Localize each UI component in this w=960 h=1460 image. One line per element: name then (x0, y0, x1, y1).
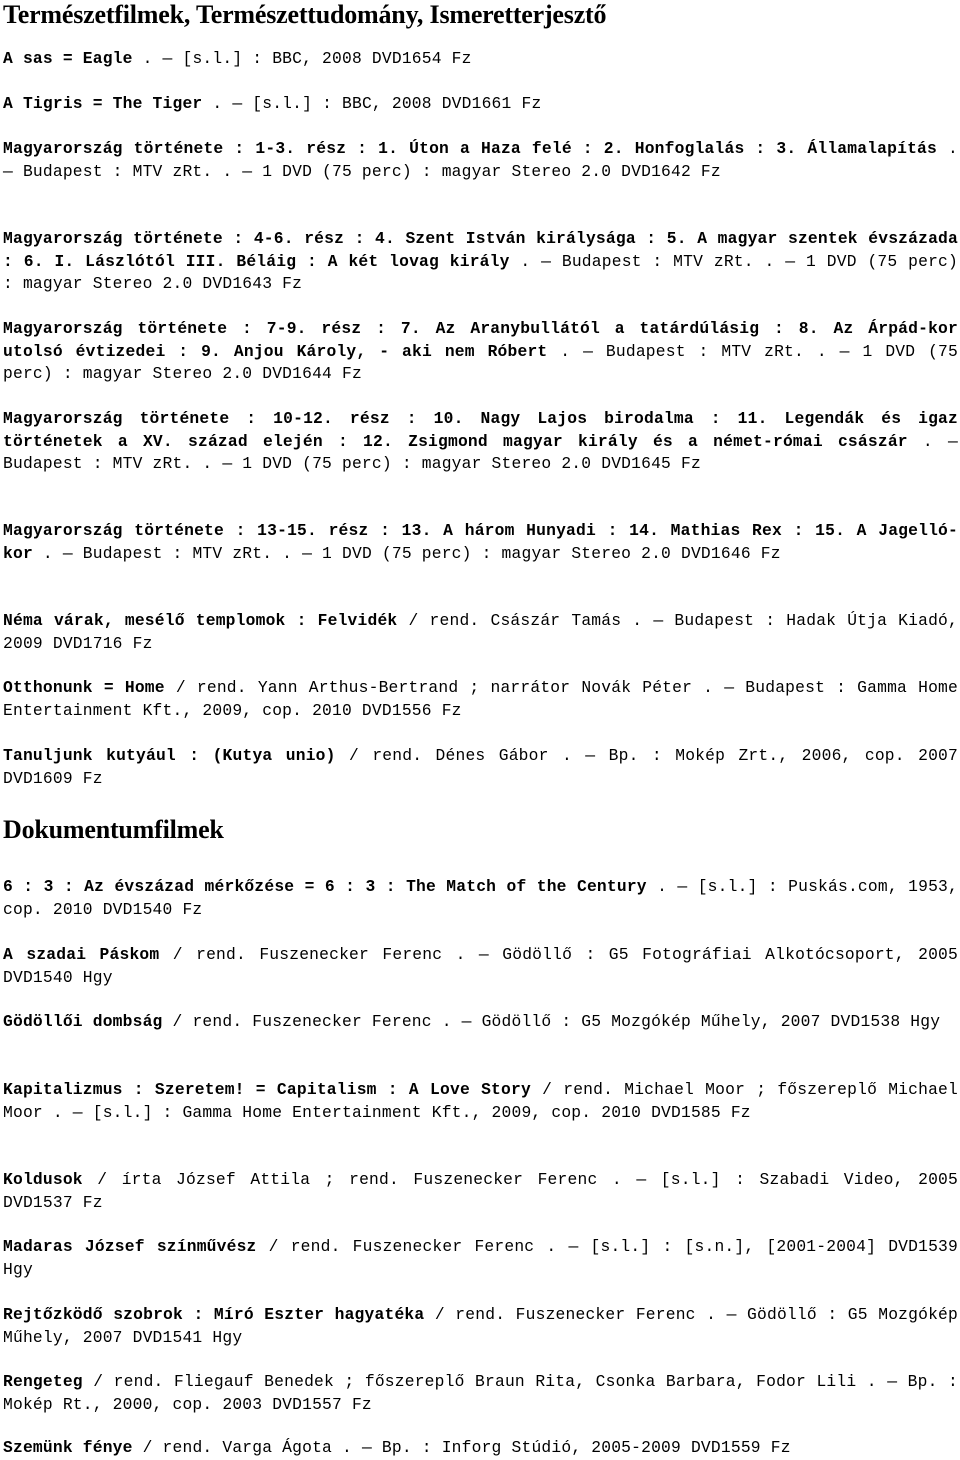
catalog-entry (3, 1437, 958, 1460)
entry-details: / rend. Császár Tamás . — Budapest : Hadak Útja Kiadó, 2009 DVD1716 Fz (3, 611, 958, 653)
entry-title: Rengeteg (3, 1372, 83, 1391)
catalog-entry (3, 318, 958, 386)
entry-title: A sas = Eagle (3, 49, 133, 68)
entry-details: / rend. Varga Ágota . — Bp. : Inforg Stúdió, 2005-2009 DVD1559 Fz (132, 1438, 791, 1457)
catalog-entry (3, 1371, 958, 1416)
entry-details: . — Budapest : MTV zRt. . — 1 DVD (75 perc) : magyar Stereo 2.0 DVD1642 Fz (3, 139, 958, 181)
catalog-entry (3, 520, 958, 565)
catalog-entry (3, 745, 958, 790)
entry-details: / rend. Dénes Gábor . — Bp. : Mokép Zrt., 2006, cop. 2007 DVD1609 Fz (3, 746, 958, 788)
catalog-entry (3, 408, 958, 476)
entry-details: / rend. Michael Moor ; főszereplő Michael Moor . — [s.l.] : Gamma Home Entertainment Kft., 2009, cop. 2010 DVD1585 Fz (3, 1080, 958, 1122)
entry-details: . — [s.l.] : BBC, 2008 DVD1661 Fz (202, 94, 542, 113)
catalog-entry (3, 1011, 958, 1034)
entry-title: Magyarország története : 10-12. rész : 10. Nagy Lajos birodalma : 11. Legendák és igaz történetek a XV. század elején : 12. Zsigmond magyar király és a német-római császár (3, 409, 958, 451)
entry-details: / rend. Yann Arthus-Bertrand ; narrátor Novák Péter . — Budapest : Gamma Home Entertainment Kft., 2009, cop. 2010 DVD1556 Fz (3, 678, 958, 720)
entry-title: Magyarország története : 13-15. rész : 13. A három Hunyadi : 14. Mathias Rex : 15. A Jagelló-kor (3, 521, 958, 563)
entry-title: Néma várak, mesélő templomok : Felvidék (3, 611, 398, 630)
catalog-entry (3, 48, 958, 71)
entry-title: A szadai Páskom (3, 945, 160, 964)
entry-title: Koldusok (3, 1170, 83, 1189)
entry-details: . — [s.l.] : BBC, 2008 DVD1654 Fz (132, 49, 472, 68)
entry-title: Szemünk fénye (3, 1438, 133, 1457)
catalog-entry (3, 93, 958, 116)
entry-title: Kapitalizmus : Szeretem! = Capitalism : A Love Story (3, 1080, 531, 1099)
section-heading-documentaries: Dokumentumfilmek (3, 815, 224, 844)
entry-title: Madaras József színművész (3, 1237, 257, 1256)
catalog-entry (3, 1079, 958, 1124)
entry-details: / írta József Attila ; rend. Fuszenecker Ferenc . — [s.l.] : Szabadi Video, 2005 DVD1537 Fz (3, 1170, 958, 1212)
entry-details: . — [s.l.] : Puskás.com, 1953, cop. 2010 DVD1540 Fz (3, 877, 958, 919)
catalog-entry (3, 1236, 958, 1281)
entry-title: Otthonunk = Home (3, 678, 165, 697)
catalog-entry (3, 138, 958, 183)
entry-title: Magyarország története : 4-6. rész : 4. Szent István királysága : 5. A magyar szentek évszázada : 6. I. Lászlótól III. Béláig : A két lovag király (3, 229, 958, 271)
entry-details: / rend. Fuszenecker Ferenc . — Gödöllő : G5 Fotográfiai Alkotócsoport, 2005 DVD1540 Hgy (3, 945, 958, 987)
entry-title: Magyarország története : 7-9. rész : 7. Az Aranybullától a tatárdúlásig : 8. Az Árpád-kor utolsó évtizedei : 9. Anjou Károly, - aki nem Róbert (3, 319, 958, 361)
entry-title: 6 : 3 : Az évszázad mérkőzése = 6 : 3 : The Match of the Century (3, 877, 647, 896)
entry-details: . — Budapest : MTV zRt. . — 1 DVD (75 perc) : magyar Stereo 2.0 DVD1644 Fz (3, 341, 958, 384)
entry-title: Rejtőzködő szobrok : Míró Eszter hagyatéka (3, 1305, 425, 1324)
catalog-entry (3, 1304, 958, 1349)
catalog-entry (3, 677, 958, 722)
entry-details: . — Budapest : MTV zRt. . — 1 DVD (75 perc) : magyar Stereo 2.0 DVD1643 Fz (3, 251, 958, 294)
catalog-entry (3, 228, 958, 296)
entry-title: Magyarország története : 1-3. rész : 1. Úton a Haza felé : 2. Honfoglalás : 3. Államalapítás (3, 139, 937, 158)
catalog-entry (3, 1169, 958, 1214)
catalog-entry (3, 876, 958, 921)
catalog-entry (3, 610, 958, 655)
entry-details: / rend. Fuszenecker Ferenc . — Gödöllő : G5 Mozgókép Műhely, 2007 DVD1538 Hgy (162, 1012, 941, 1031)
section-heading-nature-films: Természetfilmek, Természettudomány, Ismeretterjesztő (3, 0, 607, 29)
entry-details: . — Budapest : MTV zRt. . — 1 DVD (75 perc) : magyar Stereo 2.0 DVD1645 Fz (3, 431, 958, 474)
entry-details: / rend. Fuszenecker Ferenc . — [s.l.] : [s.n.], [2001-2004] DVD1539 Hgy (3, 1237, 958, 1279)
catalog-entry (3, 944, 958, 989)
entry-title: A Tigris = The Tiger (3, 94, 203, 113)
entry-title: Gödöllői dombság (3, 1012, 163, 1031)
entry-details: / rend. Fliegauf Benedek ; főszereplő Braun Rita, Csonka Barbara, Fodor Lili . — Bp. : Mokép Rt., 2000, cop. 2003 DVD1557 Fz (3, 1372, 958, 1414)
entry-details: . — Budapest : MTV zRt. . — 1 DVD (75 perc) : magyar Stereo 2.0 DVD1646 Fz (32, 543, 781, 563)
entry-details: / rend. Fuszenecker Ferenc . — Gödöllő : G5 Mozgókép Műhely, 2007 DVD1541 Hgy (3, 1305, 958, 1347)
entry-title: Tanuljunk kutyául : (Kutya unio) (3, 746, 336, 765)
